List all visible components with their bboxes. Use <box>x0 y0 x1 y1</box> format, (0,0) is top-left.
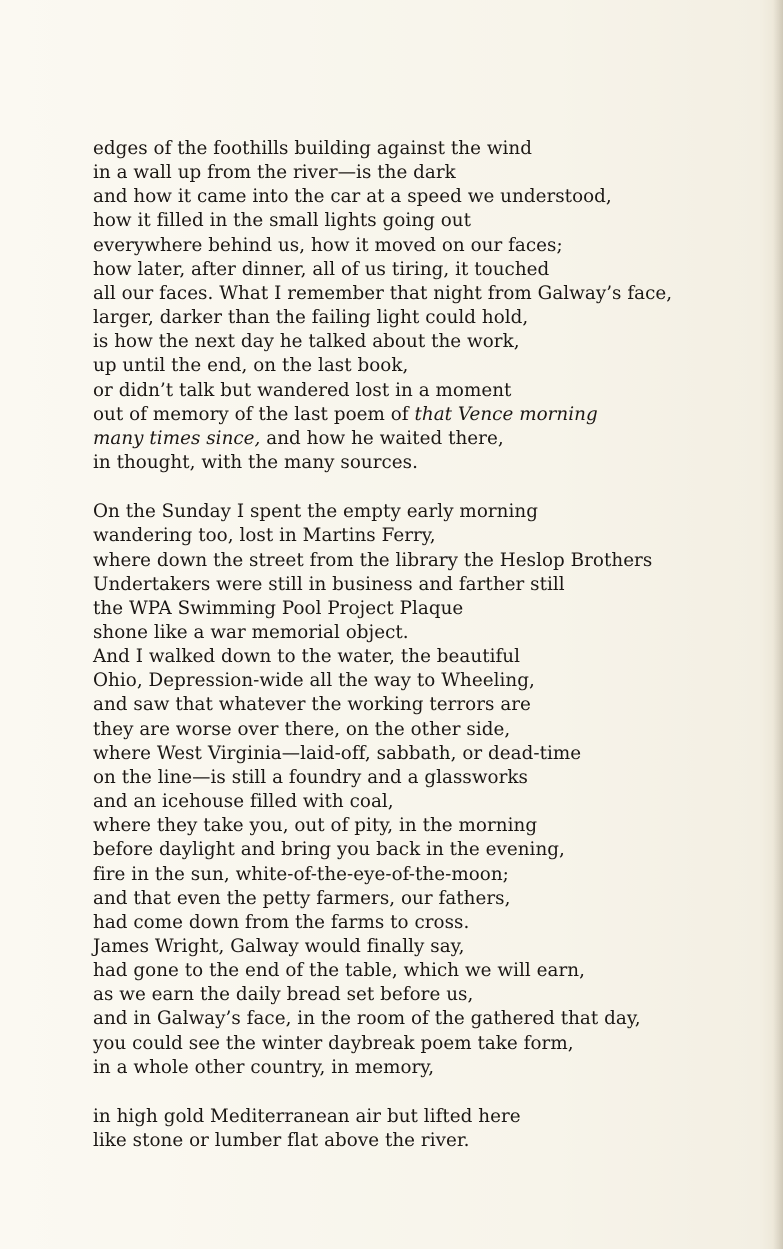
poem-line: fire in the sun, white-of-the-eye-of-the-moon; <box>93 863 509 885</box>
stanza-break <box>93 475 753 500</box>
poem-line: in thought, with the many sources. <box>93 452 418 474</box>
poem-line: where they take you, out of pity, in the morning <box>93 815 538 837</box>
poem-line: On the Sunday I spent the empty early morning <box>93 501 538 523</box>
poem-line: and in Galway’s face, in the room of the gathered that day, <box>93 1008 641 1030</box>
poem-line: all our faces. What I remember that night from Galway’s face, <box>93 282 673 304</box>
poem-line: the WPA Swimming Pool Project Plaque <box>93 597 464 619</box>
poem-text <box>93 137 753 1153</box>
poem-line: like stone or lumber flat above the river. <box>93 1130 470 1152</box>
poem-line: up until the end, on the last book, <box>93 355 409 377</box>
poem-line: and an icehouse filled with coal, <box>93 791 394 813</box>
stanza-1 <box>93 137 753 475</box>
poem-line: how it filled in the small lights going out <box>93 210 472 232</box>
poem-line: in high gold Mediterranean air but lifted here <box>93 1105 521 1127</box>
poem-line-text: out of memory of the last poem of <box>93 403 415 425</box>
poem-line: James Wright, Galway would finally say, <box>93 936 465 957</box>
poem-line <box>93 403 753 427</box>
poem-line: how later, after dinner, all of us tiring, it touched <box>93 258 550 280</box>
poem-line: you could see the winter daybreak poem take form, <box>93 1032 574 1054</box>
poem-line: And I walked down to the water, the beautiful <box>93 646 521 668</box>
poem-line: Ohio, Depression-wide all the way to Wheeling, <box>93 670 535 692</box>
poem-line: or didn’t talk but wandered lost in a moment <box>93 379 512 401</box>
poem-line: wandering too, lost in Martins Ferry, <box>93 525 436 547</box>
stanza-3 <box>93 1105 753 1153</box>
poem-line: they are worse over there, on the other side, <box>93 718 511 740</box>
poem-line: before daylight and bring you back in the evening, <box>93 839 565 861</box>
stanza-2 <box>93 500 753 1080</box>
poem-line: in a whole other country, in memory, <box>93 1056 435 1078</box>
poem-line: as we earn the daily bread set before us, <box>93 984 474 1006</box>
poem-line: and saw that whatever the working terrors are <box>93 694 531 716</box>
poem-line: and that even the petty farmers, our fathers, <box>93 887 511 909</box>
poem-line: is how the next day he talked about the work, <box>93 331 520 353</box>
poem-line-text: and how he waited there, <box>260 427 504 449</box>
italic-phrase: many times since, <box>93 427 261 449</box>
italic-phrase: that Vence morning <box>414 403 598 425</box>
poem-line: and how it came into the car at a speed we understood, <box>93 186 612 208</box>
stanza-break <box>93 1080 753 1105</box>
page-edge-shadow <box>773 0 783 1249</box>
poem-line: on the line—is still a foundry and a glassworks <box>93 766 528 788</box>
poem-line: everywhere behind us, how it moved on our faces; <box>93 234 563 256</box>
poem-line: edges of the foothills building against the wind <box>93 138 532 159</box>
poem-line: shone like a war memorial object. <box>93 621 409 643</box>
poem-line: where West Virginia—laid-off, sabbath, or dead-time <box>93 742 582 764</box>
poem-line: had gone to the end of the table, which we will earn, <box>93 960 585 982</box>
poem-line <box>93 427 753 451</box>
poem-line: Undertakers were still in business and farther still <box>93 573 565 595</box>
poem-line: where down the street from the library the Heslop Brothers <box>93 549 653 571</box>
poem-line: in a wall up from the river—is the dark <box>93 162 456 184</box>
poem-line: had come down from the farms to cross. <box>93 911 470 933</box>
poem-line: larger, darker than the failing light could hold, <box>93 307 529 329</box>
